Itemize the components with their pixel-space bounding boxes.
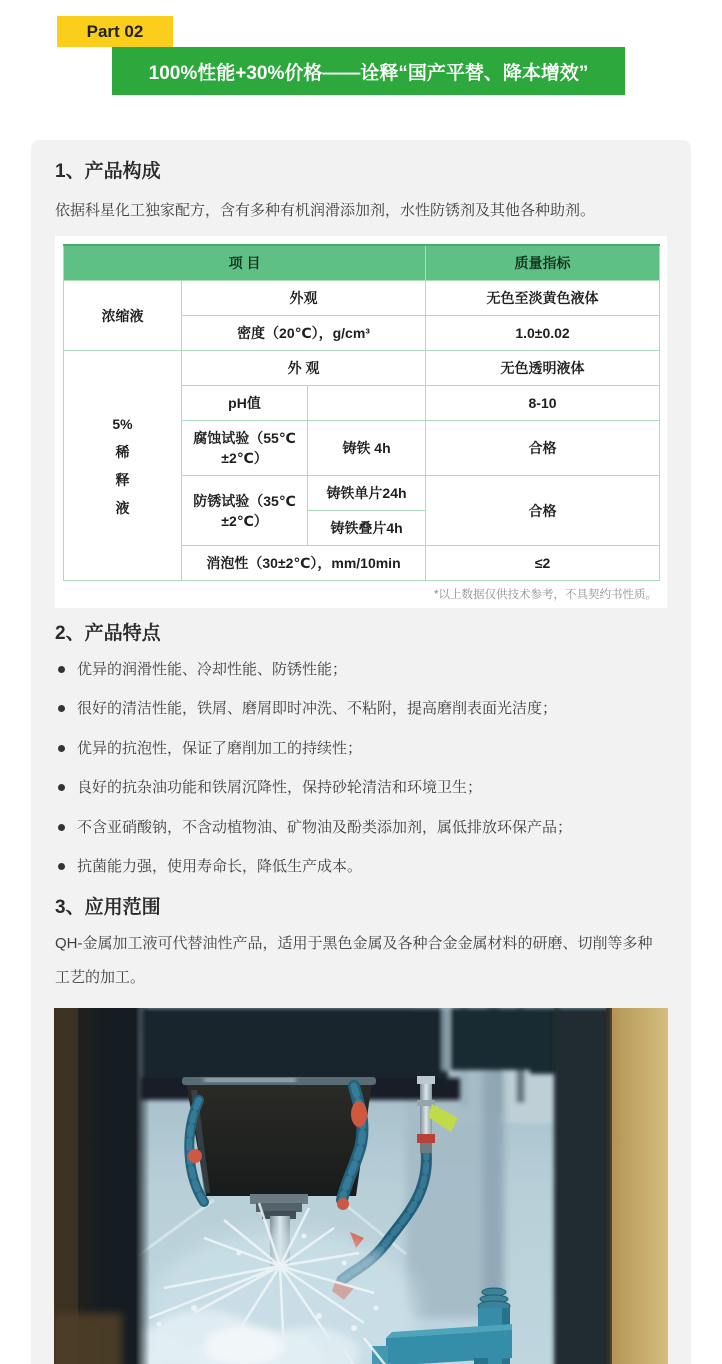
cell-density-item: 密度（20℃），g/cm³ xyxy=(182,316,426,351)
feature-text: 很好的清洁性能，铁屑、磨屑即时冲洗、不粘附，提高磨削表面光洁度； xyxy=(77,700,558,718)
content-panel xyxy=(31,140,691,1364)
feature-text: 良好的抗杂油功能和铁屑沉降性，保持砂轮清洁和环境卫生； xyxy=(77,779,483,797)
list-item xyxy=(55,738,667,761)
table-row xyxy=(64,281,660,316)
banner-title: 100%性能+30%价格——诠释“国产平替、降本增效” xyxy=(148,62,589,84)
cell-rust-sub2: 铸铁叠片4h xyxy=(308,511,426,546)
feature-list xyxy=(55,659,667,879)
cell-rust-spec: 合格 xyxy=(426,476,660,546)
cell-appearance-d-spec: 无色透明液体 xyxy=(426,351,660,386)
group-dilution xyxy=(64,351,182,581)
section-title-composition: 1、产品构成 xyxy=(55,161,161,182)
table-header-item: 项 目 xyxy=(64,245,426,281)
group-dilution-line: 5% xyxy=(112,415,133,432)
group-dilution-line: 液 xyxy=(115,499,130,516)
table-header-row xyxy=(64,245,660,281)
bullet-dot-icon xyxy=(58,824,65,831)
bullet-dot-icon xyxy=(58,705,65,712)
section-title-application: 3、应用范围 xyxy=(55,896,161,918)
feature-text: 优异的润滑性能、冷却性能、防锈性能； xyxy=(77,660,348,678)
cell-corrosion-sub: 铸铁 4h xyxy=(308,421,426,476)
cnc-machine-illustration xyxy=(54,1008,668,1364)
table-row xyxy=(64,351,660,386)
section-title-features: 2、产品特点 xyxy=(55,623,161,645)
spec-table xyxy=(63,244,660,581)
list-item xyxy=(55,659,667,682)
cell-rust-sub1: 铸铁单片24h xyxy=(308,476,426,511)
cell-density-spec: 1.0±0.02 xyxy=(426,316,660,351)
composition-text: 依据科星化工独家配方，含有多种有机润滑添加剂，水性防锈剂及其他各种助剂。 xyxy=(55,201,596,219)
cell-ph-spec: 8-10 xyxy=(426,386,660,421)
list-item xyxy=(55,817,667,840)
group-concentrate: 浓缩液 xyxy=(64,281,182,351)
cell-ph-sub xyxy=(308,386,426,421)
cell-corrosion-item: 腐蚀试验（55℃±2℃） xyxy=(182,421,308,476)
cell-ph-item: pH值 xyxy=(182,386,308,421)
cell-appearance-d-item: 外 观 xyxy=(182,351,426,386)
feature-text: 优异的抗泡性，保证了磨削加工的持续性； xyxy=(77,739,363,757)
list-item xyxy=(55,698,667,721)
cell-antifoam-item: 消泡性（30±2℃），mm/10min xyxy=(182,546,426,581)
spec-table-card xyxy=(55,236,667,608)
table-footnote: *以上数据仅供技术参考，不具契约书性质。 xyxy=(434,589,657,602)
feature-text: 抗菌能力强，使用寿命长，降低生产成本。 xyxy=(77,858,363,876)
feature-text: 不含亚硝酸钠，不含动植物油、矿物油及酚类添加剂，属低排放环保产品； xyxy=(77,818,573,836)
bullet-dot-icon xyxy=(58,745,65,752)
group-dilution-line: 释 xyxy=(115,471,130,488)
list-item xyxy=(55,856,667,879)
cell-corrosion-spec: 合格 xyxy=(426,421,660,476)
bullet-dot-icon xyxy=(58,863,65,870)
application-text: QH-金属加工液可代替油性产品，适用于黑色金属及各种合金金属材料的研磨、切削等多种工艺的加工。 xyxy=(55,934,653,987)
banner xyxy=(112,47,625,95)
group-dilution-line: 稀 xyxy=(115,443,130,460)
bullet-dot-icon xyxy=(58,784,65,791)
cell-antifoam-spec: ≤2 xyxy=(426,546,660,581)
cell-appearance-c-item: 外观 xyxy=(182,281,426,316)
part-badge xyxy=(57,16,173,47)
bullet-dot-icon xyxy=(58,666,65,673)
cell-appearance-c-spec: 无色至淡黄色液体 xyxy=(426,281,660,316)
table-header-spec: 质量指标 xyxy=(426,245,660,281)
cell-rust-item: 防锈试验（35℃±2℃） xyxy=(182,476,308,546)
list-item xyxy=(55,777,667,800)
part-badge-label: Part 02 xyxy=(86,21,144,41)
cnc-machine-photo[interactable] xyxy=(54,1008,668,1364)
